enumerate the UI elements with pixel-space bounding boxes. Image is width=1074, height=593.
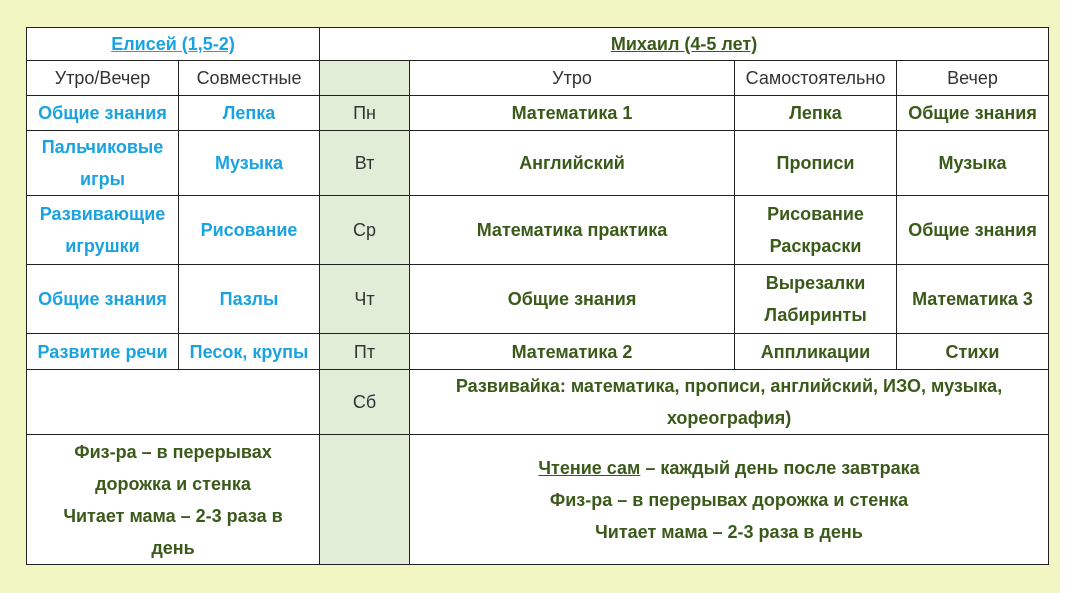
mikhail-independent-cell bbox=[735, 131, 897, 196]
mikhail-independent-cell bbox=[735, 334, 897, 370]
elisey-morning-evening-cell bbox=[27, 131, 179, 196]
title-row bbox=[27, 28, 1049, 61]
elisey-morning-evening-cell bbox=[27, 196, 179, 265]
mikhail-independent-cell bbox=[735, 196, 897, 265]
header-row bbox=[27, 61, 1049, 96]
cell-text: Развитие речи bbox=[37, 341, 168, 362]
cell-text: Общие знания bbox=[908, 220, 1037, 240]
cell-text: Развивайка: математика, прописи, английский, ИЗО, музыка, bbox=[455, 376, 1003, 396]
header-elisey-morning-evening: Утро/Вечер bbox=[27, 61, 179, 96]
header-mikhail-independent: Самостоятельно bbox=[735, 61, 897, 96]
elisey-title: Елисей (1,5-2) bbox=[111, 34, 235, 54]
cell-text: Общие знания bbox=[38, 289, 167, 309]
mikhail-morning-cell bbox=[410, 265, 735, 334]
cell-text: Рисование bbox=[200, 220, 298, 240]
mikhail-morning-cell bbox=[410, 196, 735, 265]
mikhail-title: Михаил (4-5 лет) bbox=[610, 34, 758, 54]
mikhail-independent-cell bbox=[735, 96, 897, 131]
mikhail-evening-cell bbox=[897, 334, 1049, 370]
page-margin bbox=[1060, 0, 1074, 593]
saturday-row bbox=[27, 370, 1049, 435]
day-label: Сб bbox=[320, 370, 410, 435]
day-label: Чт bbox=[320, 265, 410, 334]
mikhail-evening-cell bbox=[897, 96, 1049, 131]
cell-text: Аппликации bbox=[760, 341, 871, 362]
elisey-saturday-cell bbox=[27, 370, 320, 435]
cell-text: Песок, крупы bbox=[189, 341, 309, 362]
mikhail-footer-cell bbox=[410, 435, 1049, 565]
cell-text: Стихи bbox=[945, 341, 1000, 362]
cell-text: Математика 2 bbox=[511, 341, 633, 362]
reading-line bbox=[412, 452, 1046, 484]
cell-text: Прописи bbox=[776, 153, 855, 173]
day-label: Пт bbox=[320, 334, 410, 370]
mikhail-morning-cell bbox=[410, 96, 735, 131]
header-mikhail-morning: Утро bbox=[410, 61, 735, 96]
schedule-table bbox=[26, 27, 1049, 565]
reading-underlined: Чтение сам bbox=[538, 457, 641, 478]
mikhail-title-cell bbox=[320, 28, 1049, 61]
mikhail-evening-cell bbox=[897, 131, 1049, 196]
day-label: Пн bbox=[320, 96, 410, 131]
footer-row bbox=[27, 435, 1049, 565]
footer-day-cell bbox=[320, 435, 410, 565]
cell-text: Лабиринты bbox=[764, 305, 867, 325]
elisey-footer-cell bbox=[27, 435, 320, 565]
mikhail-morning-cell bbox=[410, 334, 735, 370]
cell-text: Читает мама – 2-3 раза в день bbox=[595, 521, 863, 542]
cell-text: Лепка bbox=[789, 103, 842, 123]
table-row bbox=[27, 334, 1049, 370]
cell-text: игры bbox=[80, 169, 125, 189]
elisey-morning-evening-cell bbox=[27, 96, 179, 131]
cell-text: Развивающие bbox=[39, 204, 166, 224]
table-row bbox=[27, 96, 1049, 131]
mikhail-morning-cell bbox=[410, 131, 735, 196]
cell-text: Пазлы bbox=[219, 289, 279, 309]
elisey-joint-cell bbox=[179, 196, 320, 265]
cell-text: Общие знания bbox=[38, 103, 167, 123]
mikhail-saturday-cell bbox=[410, 370, 1049, 435]
header-mikhail-evening: Вечер bbox=[897, 61, 1049, 96]
header-elisey-joint: Совместные bbox=[179, 61, 320, 96]
cell-text: Математика 1 bbox=[511, 103, 633, 123]
header-day-cell bbox=[320, 61, 410, 96]
mikhail-evening-cell bbox=[897, 196, 1049, 265]
elisey-joint-cell bbox=[179, 131, 320, 196]
cell-text: игрушки bbox=[65, 236, 140, 256]
cell-text: Общие знания bbox=[507, 289, 637, 309]
elisey-morning-evening-cell bbox=[27, 334, 179, 370]
cell-text: Английский bbox=[519, 153, 625, 173]
cell-text: Физ-ра – в перерывах bbox=[74, 441, 272, 462]
elisey-joint-cell bbox=[179, 96, 320, 131]
day-label: Ср bbox=[320, 196, 410, 265]
cell-text: хореография) bbox=[666, 408, 792, 428]
cell-text: Физ-ра – в перерывах дорожка и стенка bbox=[549, 489, 909, 510]
elisey-joint-cell bbox=[179, 265, 320, 334]
cell-text: Вырезалки bbox=[765, 273, 866, 293]
cell-text: дорожка и стенка bbox=[95, 473, 251, 494]
cell-text: Музыка bbox=[214, 153, 284, 173]
elisey-title-cell bbox=[27, 28, 320, 61]
cell-text: Общие знания bbox=[908, 103, 1037, 123]
cell-text: Пальчиковые bbox=[41, 137, 164, 157]
mikhail-evening-cell bbox=[897, 265, 1049, 334]
elisey-joint-cell bbox=[179, 334, 320, 370]
elisey-morning-evening-cell bbox=[27, 265, 179, 334]
reading-rest: – каждый день после завтрака bbox=[640, 457, 920, 478]
cell-text: Лепка bbox=[222, 103, 276, 123]
cell-text: Математика 3 bbox=[912, 289, 1033, 309]
cell-text: Математика практика bbox=[476, 220, 668, 240]
cell-text: день bbox=[151, 537, 195, 558]
cell-text: Раскраски bbox=[769, 236, 862, 256]
cell-text: Читает мама – 2-3 раза в bbox=[63, 505, 283, 526]
table-row bbox=[27, 131, 1049, 196]
mikhail-independent-cell bbox=[735, 265, 897, 334]
cell-text: Музыка bbox=[938, 153, 1007, 173]
day-label: Вт bbox=[320, 131, 410, 196]
table-row bbox=[27, 196, 1049, 265]
cell-text: Рисование bbox=[767, 204, 864, 224]
table-row bbox=[27, 265, 1049, 334]
